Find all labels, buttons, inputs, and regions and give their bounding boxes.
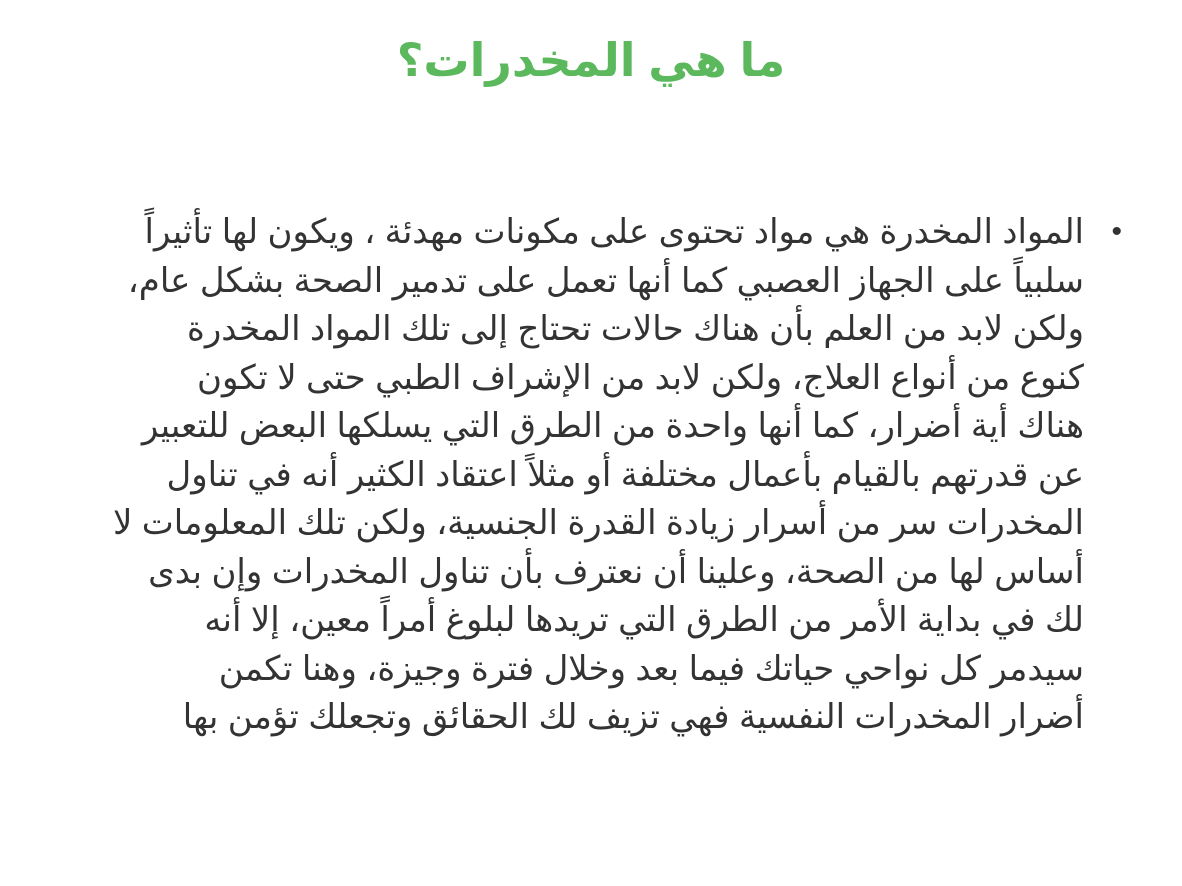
paragraph-line: هناك أية أضرار، كما أنها واحدة من الطرق التي يسلكها البعض للتعبير [141, 407, 1084, 445]
paragraph-line: سلبياً على الجهاز العصبي كما أنها تعمل على تدمير الصحة بشكل عام، [127, 261, 1084, 300]
paragraph-line: المخدرات سر من أسرار زيادة القدرة الجنسية، ولكن تلك المعلومات لا [112, 504, 1084, 542]
paragraph-line: كنوع من أنواع العلاج، ولكن لابد من الإشراف الطبي حتى لا تكون [196, 358, 1084, 397]
paragraph-line: أساس لها من الصحة، وعلينا أن نعترف بأن تناول المخدرات وإن بدى [148, 552, 1084, 591]
paragraph-line: عن قدرتهم بالقيام بأعمال مختلفة أو مثلاً اعتقاد الكثير أنه في تناول [166, 455, 1084, 494]
slide-body [66, 208, 1122, 742]
paragraph-line: سيدمر كل نواحي حياتك فيما بعد وخلال فترة وجيزة، وهنا تكمن [218, 649, 1084, 688]
paragraph-line: ولكن لابد من العلم بأن هناك حالات تحتاج إلى تلك المواد المخدرة [187, 310, 1084, 348]
slide-title: ما هي المخدرات؟ [396, 34, 786, 86]
paragraph-line: أضرار المخدرات النفسية فهي تزيف لك الحقائق وتجعلك تؤمن بها [182, 698, 1084, 736]
bullet-icon: • [1111, 215, 1122, 248]
bullet-paragraph [66, 208, 1084, 742]
paragraph-line: المواد المخدرة هي مواد تحتوى على مكونات مهدئة ، ويكون لها تأثيراً [144, 213, 1084, 251]
paragraph-line: لك في بداية الأمر من الطرق التي تريدها لبلوغ أمراً معين، إلا أنه [204, 601, 1084, 639]
bullet-item [66, 208, 1122, 742]
